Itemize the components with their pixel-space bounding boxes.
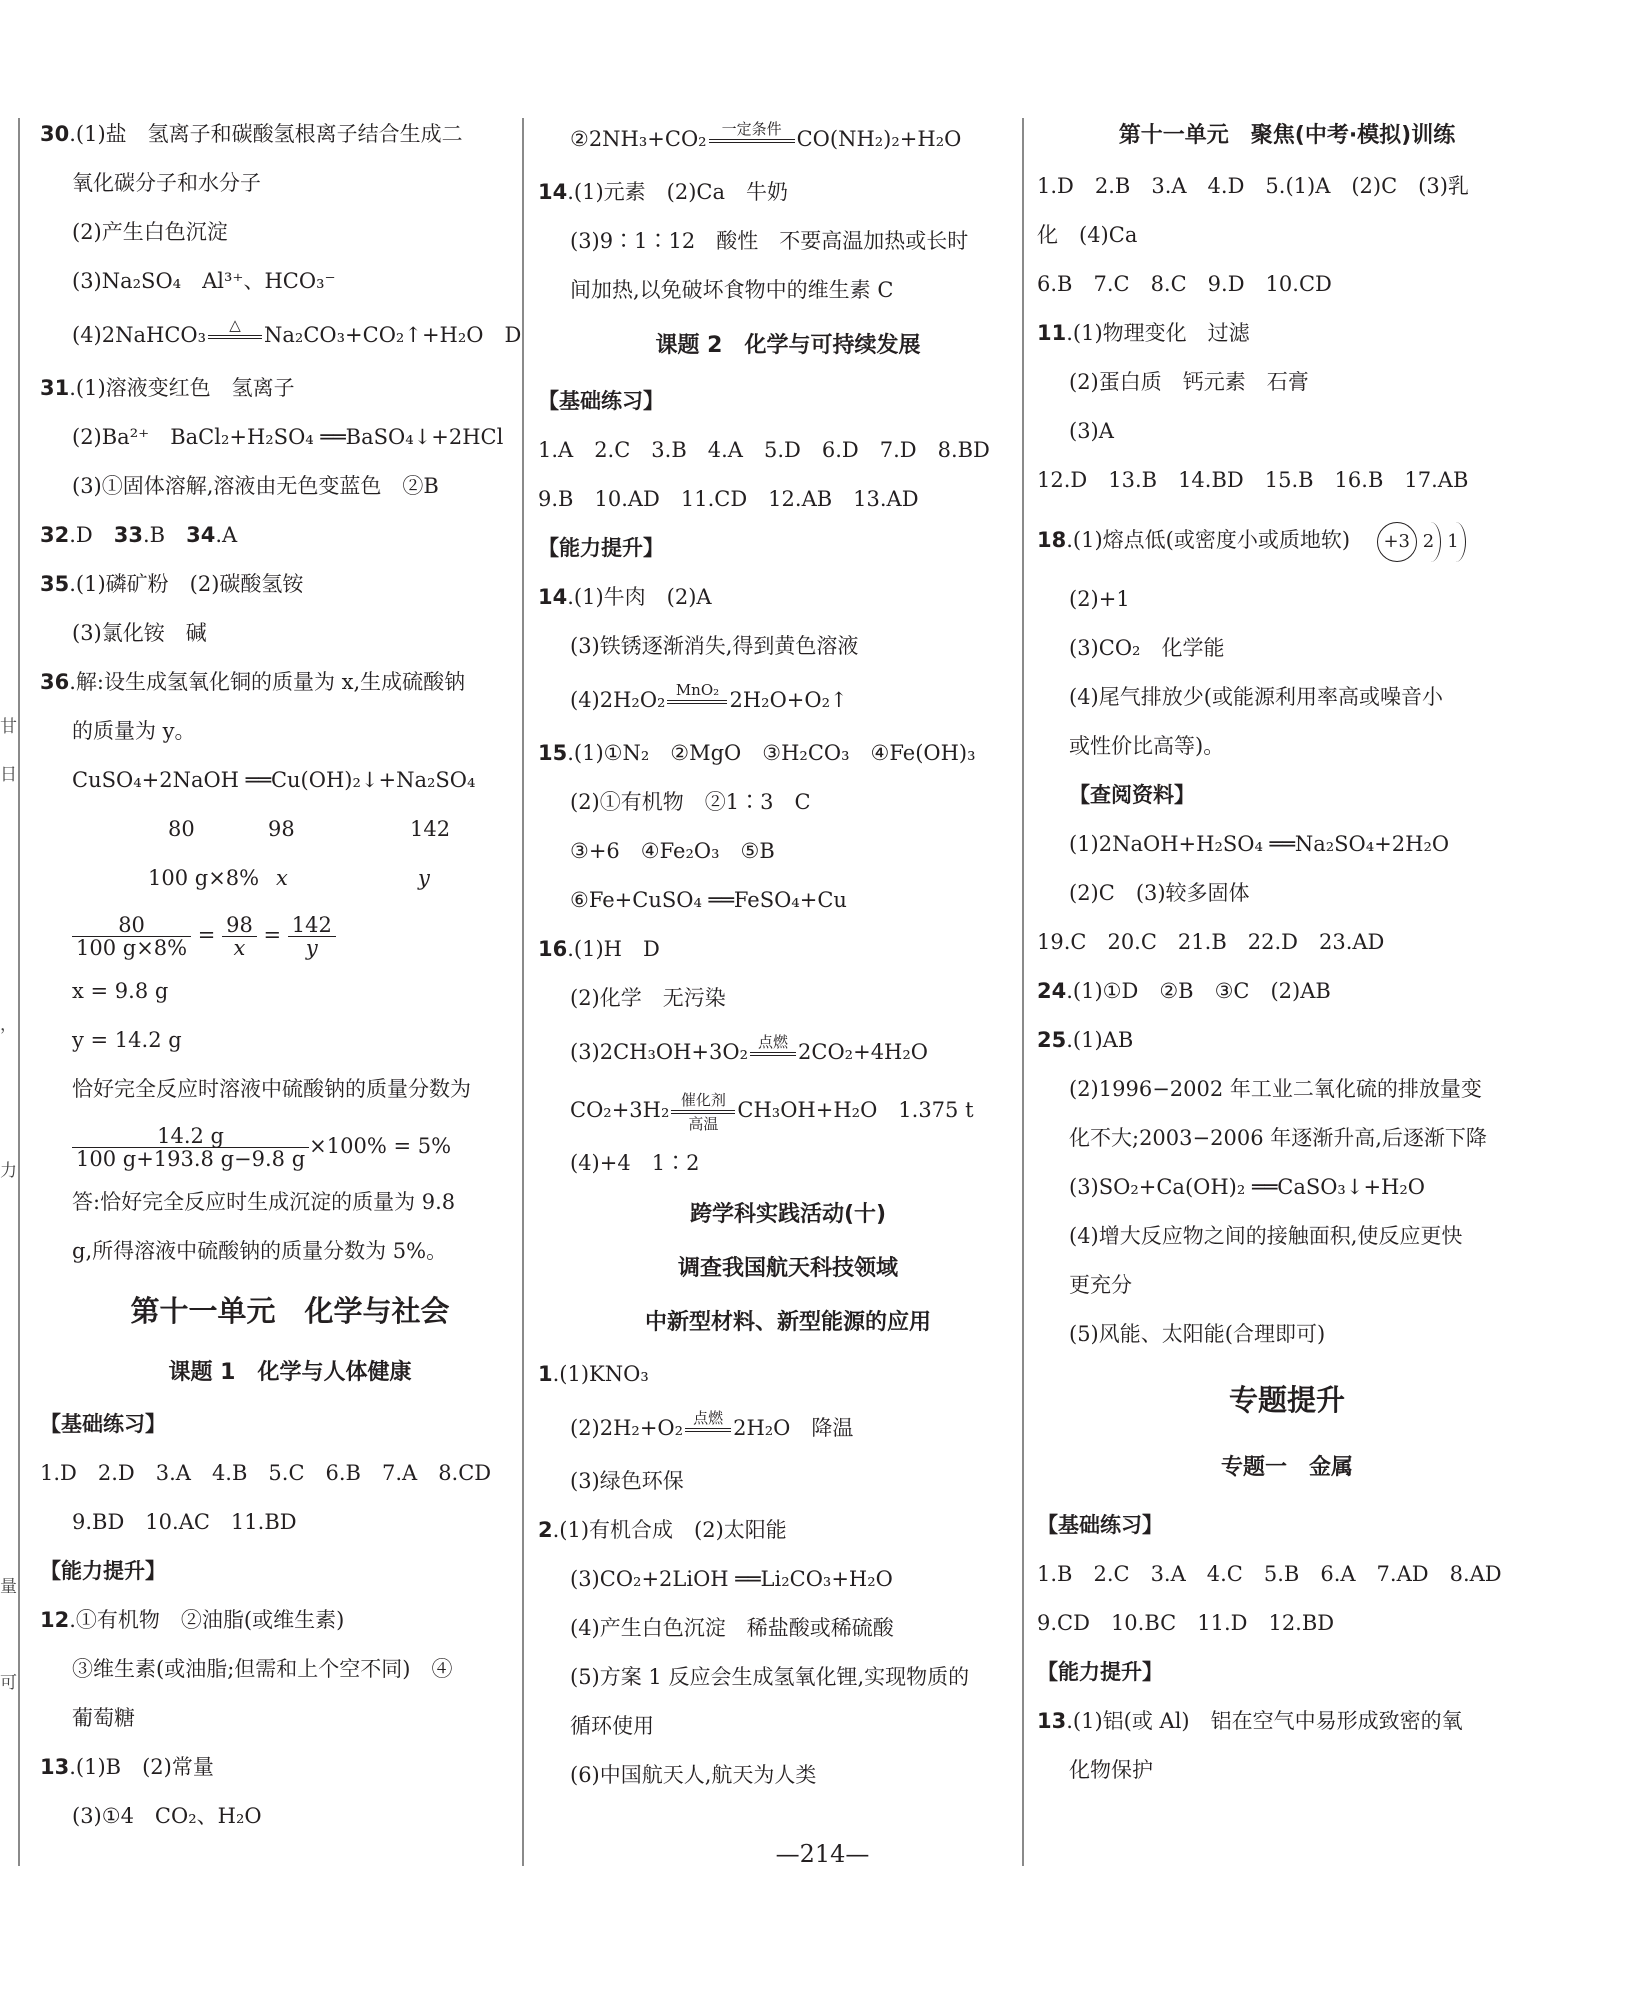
answer-line: (4)产生白色沉淀 稀盐酸或稀硫酸 — [570, 1616, 894, 1640]
answer-line: (2)蛋白质 钙元素 石膏 — [1069, 370, 1309, 394]
equation-line: (3)2CH₃OH+3O₂ 点燃 2CO₂+4H₂O — [538, 1023, 1038, 1081]
equation-line: (2)2H₂+O₂ 点燃 2H₂O 降温 — [538, 1399, 1038, 1457]
section-label: 【查阅资料】 — [1069, 783, 1195, 807]
answer-line: y = 14.2 g — [72, 1028, 182, 1052]
answer-column-2 — [538, 110, 1038, 1800]
answer-line: g,所得溶液中硫酸钠的质量分数为 5%。 — [72, 1239, 448, 1263]
margin-fragment: 日 — [0, 765, 17, 785]
answer-line: 25.(1)AB — [1037, 1028, 1134, 1052]
equation-line: ②2NH₃+CO₂ 一定条件 CO(NH₂)₂+H₂O — [538, 110, 1038, 168]
answer-line: 13.(1)铝(或 Al) 铝在空气中易形成致密的氧 — [1037, 1709, 1463, 1733]
reaction-condition: 点燃 — [750, 1033, 796, 1075]
answer-line: 19.C 20.C 21.B 22.D 23.AD — [1037, 930, 1385, 954]
answer-line: 14.(1)牛肉 (2)A — [538, 585, 712, 609]
section-label: 【基础练习】 — [40, 1412, 166, 1436]
answer-line: (4)+4 1∶2 — [570, 1151, 700, 1175]
answer-line: 化物保护 — [1069, 1758, 1153, 1782]
answer-line: 1.D 2.B 3.A 4.D 5.(1)A (2)C (3)乳 — [1037, 174, 1469, 198]
answer-line: 14.(1)元素 (2)Ca 牛奶 — [538, 180, 788, 204]
reaction-condition: 催化剂 高温 — [671, 1091, 735, 1133]
margin-fragment: 甘 — [0, 717, 17, 737]
answer-line: 1.B 2.C 3.A 4.C 5.B 6.A 7.AD 8.AD — [1037, 1562, 1502, 1586]
answer-line: (6)中国航天人,航天为人类 — [570, 1763, 817, 1787]
margin-fragment: 可 — [0, 1673, 17, 1693]
answer-line: 1.(1)KNO₃ — [538, 1362, 649, 1386]
answer-line: 的质量为 y。 — [72, 719, 196, 743]
column-divider-left — [18, 118, 20, 1866]
answer-line: (5)风能、太阳能(合理即可) — [1069, 1322, 1326, 1346]
answer-line: 循环使用 — [570, 1714, 654, 1738]
given-mass-row: 100 g×8% x y — [148, 866, 430, 890]
answer-line: 24.(1)①D ②B ③C (2)AB — [1037, 979, 1331, 1003]
equation-line: (4)2NaHCO₃ △ Na₂CO₃+CO₂↑+H₂O D — [40, 306, 540, 364]
answer-line: (2)1996−2002 年工业二氧化硫的排放量变 — [1069, 1077, 1482, 1101]
answer-line: 36.解:设生成氢氧化铜的质量为 x,生成硫酸钠 — [40, 670, 466, 694]
answer-line: 2.(1)有机合成 (2)太阳能 — [538, 1518, 787, 1542]
section-label: 【基础练习】 — [538, 389, 664, 413]
answer-line: 1.A 2.C 3.B 4.A 5.D 6.D 7.D 8.BD — [538, 438, 990, 462]
activity-title: 跨学科实践活动(十) — [689, 1202, 887, 1227]
answer-line: (3)CO₂+2LiOH ══Li₂CO₃+H₂O — [570, 1567, 893, 1591]
topic-subtitle: 专题一 金属 — [1220, 1455, 1353, 1480]
answer-line: 答:恰好完全反应时生成沉淀的质量为 9.8 — [72, 1190, 456, 1214]
answer-line: 13.(1)B (2)常量 — [40, 1755, 214, 1779]
answer-column-1 — [40, 110, 540, 1841]
answer-line: 11.(1)物理变化 过滤 — [1037, 321, 1250, 345]
topic-title: 专题提升 — [1228, 1383, 1345, 1417]
answer-line: (2)C (3)较多固体 — [1069, 881, 1250, 905]
molar-mass-row: 80 98 142 — [168, 817, 451, 841]
answer-line: (2)+1 — [1069, 587, 1130, 611]
answer-line: (5)方案 1 反应会生成氢氧化锂,实现物质的 — [570, 1665, 970, 1689]
answer-line: 6.B 7.C 8.C 9.D 10.CD — [1037, 272, 1332, 296]
answer-line: 16.(1)H D — [538, 937, 660, 961]
answer-line: (1)2NaOH+H₂SO₄ ══Na₂SO₄+2H₂O — [1069, 832, 1450, 856]
answer-line: (4)尾气排放少(或能源利用率高或噪音小 — [1069, 685, 1443, 709]
section-label: 【基础练习】 — [1037, 1513, 1163, 1537]
answer-line: (2)①有机物 ②1∶3 C — [570, 790, 811, 814]
answer-line: 9.CD 10.BC 11.D 12.BD — [1037, 1611, 1335, 1635]
answer-line: 9.B 10.AD 11.CD 12.AB 13.AD — [538, 487, 919, 511]
lesson-title: 课题 1 化学与人体健康 — [168, 1360, 412, 1385]
answer-line: 30.(1)盐 氢离子和碳酸氢根离子结合生成二 — [40, 122, 463, 146]
fraction-line: $\frac{14.2 g}{100 g+193.8 g-9.8 g}$ ×100% = 5% — [40, 1114, 540, 1178]
atom-structure-diagram — [1377, 522, 1466, 562]
answer-line: 1.D 2.D 3.A 4.B 5.C 6.B 7.A 8.CD — [40, 1461, 492, 1485]
answer-line: x = 9.8 g — [72, 979, 169, 1003]
page-number: —214— — [775, 1840, 870, 1868]
answer-line: (3)SO₂+Ca(OH)₂ ══CaSO₃↓+H₂O — [1069, 1175, 1425, 1199]
section-label: 【能力提升】 — [538, 536, 664, 560]
section-label: 【能力提升】 — [1037, 1660, 1163, 1684]
answer-line: (3)氯化铵 碱 — [72, 621, 207, 645]
equation-line: (4)2H₂O₂ MnO₂ 2H₂O+O₂↑ — [538, 671, 1038, 729]
answer-line: 15.(1)①N₂ ②MgO ③H₂CO₃ ④Fe(OH)₃ — [538, 741, 976, 765]
reaction-condition: MnO₂ — [667, 681, 727, 723]
answer-line: 12.D 13.B 14.BD 15.B 16.B 17.AB — [1037, 468, 1469, 492]
answer-line: 化 (4)Ca — [1037, 223, 1138, 247]
answer-line: (2)化学 无污染 — [570, 986, 726, 1010]
electron-shell: 2 — [1421, 522, 1441, 562]
answer-line: (3)CO₂ 化学能 — [1069, 636, 1225, 660]
answer-line: (4)增大反应物之间的接触面积,使反应更快 — [1069, 1224, 1463, 1248]
answer-line: 间加热,以免破坏食物中的维生素 C — [570, 278, 894, 302]
electron-shell: 1 — [1445, 522, 1465, 562]
answer-line: ③+6 ④Fe₂O₃ ⑤B — [570, 839, 775, 863]
equation-line: CuSO₄+2NaOH ══Cu(OH)₂↓+Na₂SO₄ — [72, 768, 476, 792]
answer-line: ⑥Fe+CuSO₄ ══FeSO₄+Cu — [570, 888, 847, 912]
answer-line: (2)Ba²⁺ BaCl₂+H₂SO₄ ══BaSO₄↓+2HCl — [72, 425, 504, 449]
activity-title: 调查我国航天科技领域 — [677, 1256, 898, 1281]
answer-line: 9.BD 10.AC 11.BD — [72, 1510, 297, 1534]
answer-line: 化不大;2003−2006 年逐渐升高,后逐渐下降 — [1069, 1126, 1487, 1150]
answer-line: (3)9∶1∶12 酸性 不要高温加热或长时 — [570, 229, 969, 253]
margin-fragment: ， — [0, 1015, 17, 1035]
answer-line: (3)绿色环保 — [570, 1469, 684, 1493]
answer-line: 18.(1)熔点低(或密度小或质地软) +3 2 1 — [1037, 505, 1537, 575]
answer-line: 12.①有机物 ②油脂(或维生素) — [40, 1608, 345, 1632]
unit-title: 第十一单元 化学与社会 — [130, 1294, 450, 1328]
reaction-condition: △ — [208, 316, 262, 358]
answer-line: 31.(1)溶液变红色 氢离子 — [40, 376, 295, 400]
activity-title: 中新型材料、新型能源的应用 — [644, 1310, 931, 1335]
answer-line: ③维生素(或油脂;但需和上个空不同) ④ — [72, 1657, 453, 1681]
answer-line: (3)A — [1069, 419, 1114, 443]
reaction-condition: 点燃 — [685, 1409, 731, 1451]
answer-line: (3)Na₂SO₄ Al³⁺、HCO₃⁻ — [72, 269, 336, 293]
answer-line: (3)①固体溶解,溶液由无色变蓝色 ②B — [72, 474, 439, 498]
unit-focus-title: 第十一单元 聚焦(中考·模拟)训练 — [1118, 123, 1456, 148]
answer-line: 更充分 — [1069, 1273, 1132, 1297]
answer-column-3 — [1037, 110, 1537, 1795]
margin-fragment: 量 — [0, 1577, 17, 1597]
section-label: 【能力提升】 — [40, 1559, 166, 1583]
equation-line: CO₂+3H₂ 催化剂 高温 CH₃OH+H₂O 1.375 t — [570, 1090, 974, 1133]
nucleus: +3 — [1377, 522, 1417, 562]
answer-line: 氧化碳分子和水分子 — [72, 171, 261, 195]
margin-fragment: 力 — [0, 1161, 17, 1181]
answer-line: 葡萄糖 — [72, 1706, 135, 1730]
answer-line: (2)产生白色沉淀 — [72, 220, 228, 244]
lesson-title: 课题 2 化学与可持续发展 — [655, 333, 921, 358]
answer-line: 恰好完全反应时溶液中硫酸钠的质量分数为 — [72, 1077, 471, 1101]
answer-line: (3)①4 CO₂、H₂O — [72, 1804, 262, 1828]
proportion-equation: $\frac{80}{100 g\times 8\%}$ = $\frac{98}{x}$ = $\frac{142}{y}$ — [40, 903, 540, 967]
answer-line: 35.(1)磷矿粉 (2)碳酸氢铵 — [40, 572, 304, 596]
reaction-condition: 一定条件 — [709, 120, 795, 162]
answer-line: (3)铁锈逐渐消失,得到黄色溶液 — [570, 634, 859, 658]
answer-line: 32.D 33.B 34.A — [40, 523, 238, 547]
answer-line: 或性价比高等)。 — [1069, 734, 1225, 758]
